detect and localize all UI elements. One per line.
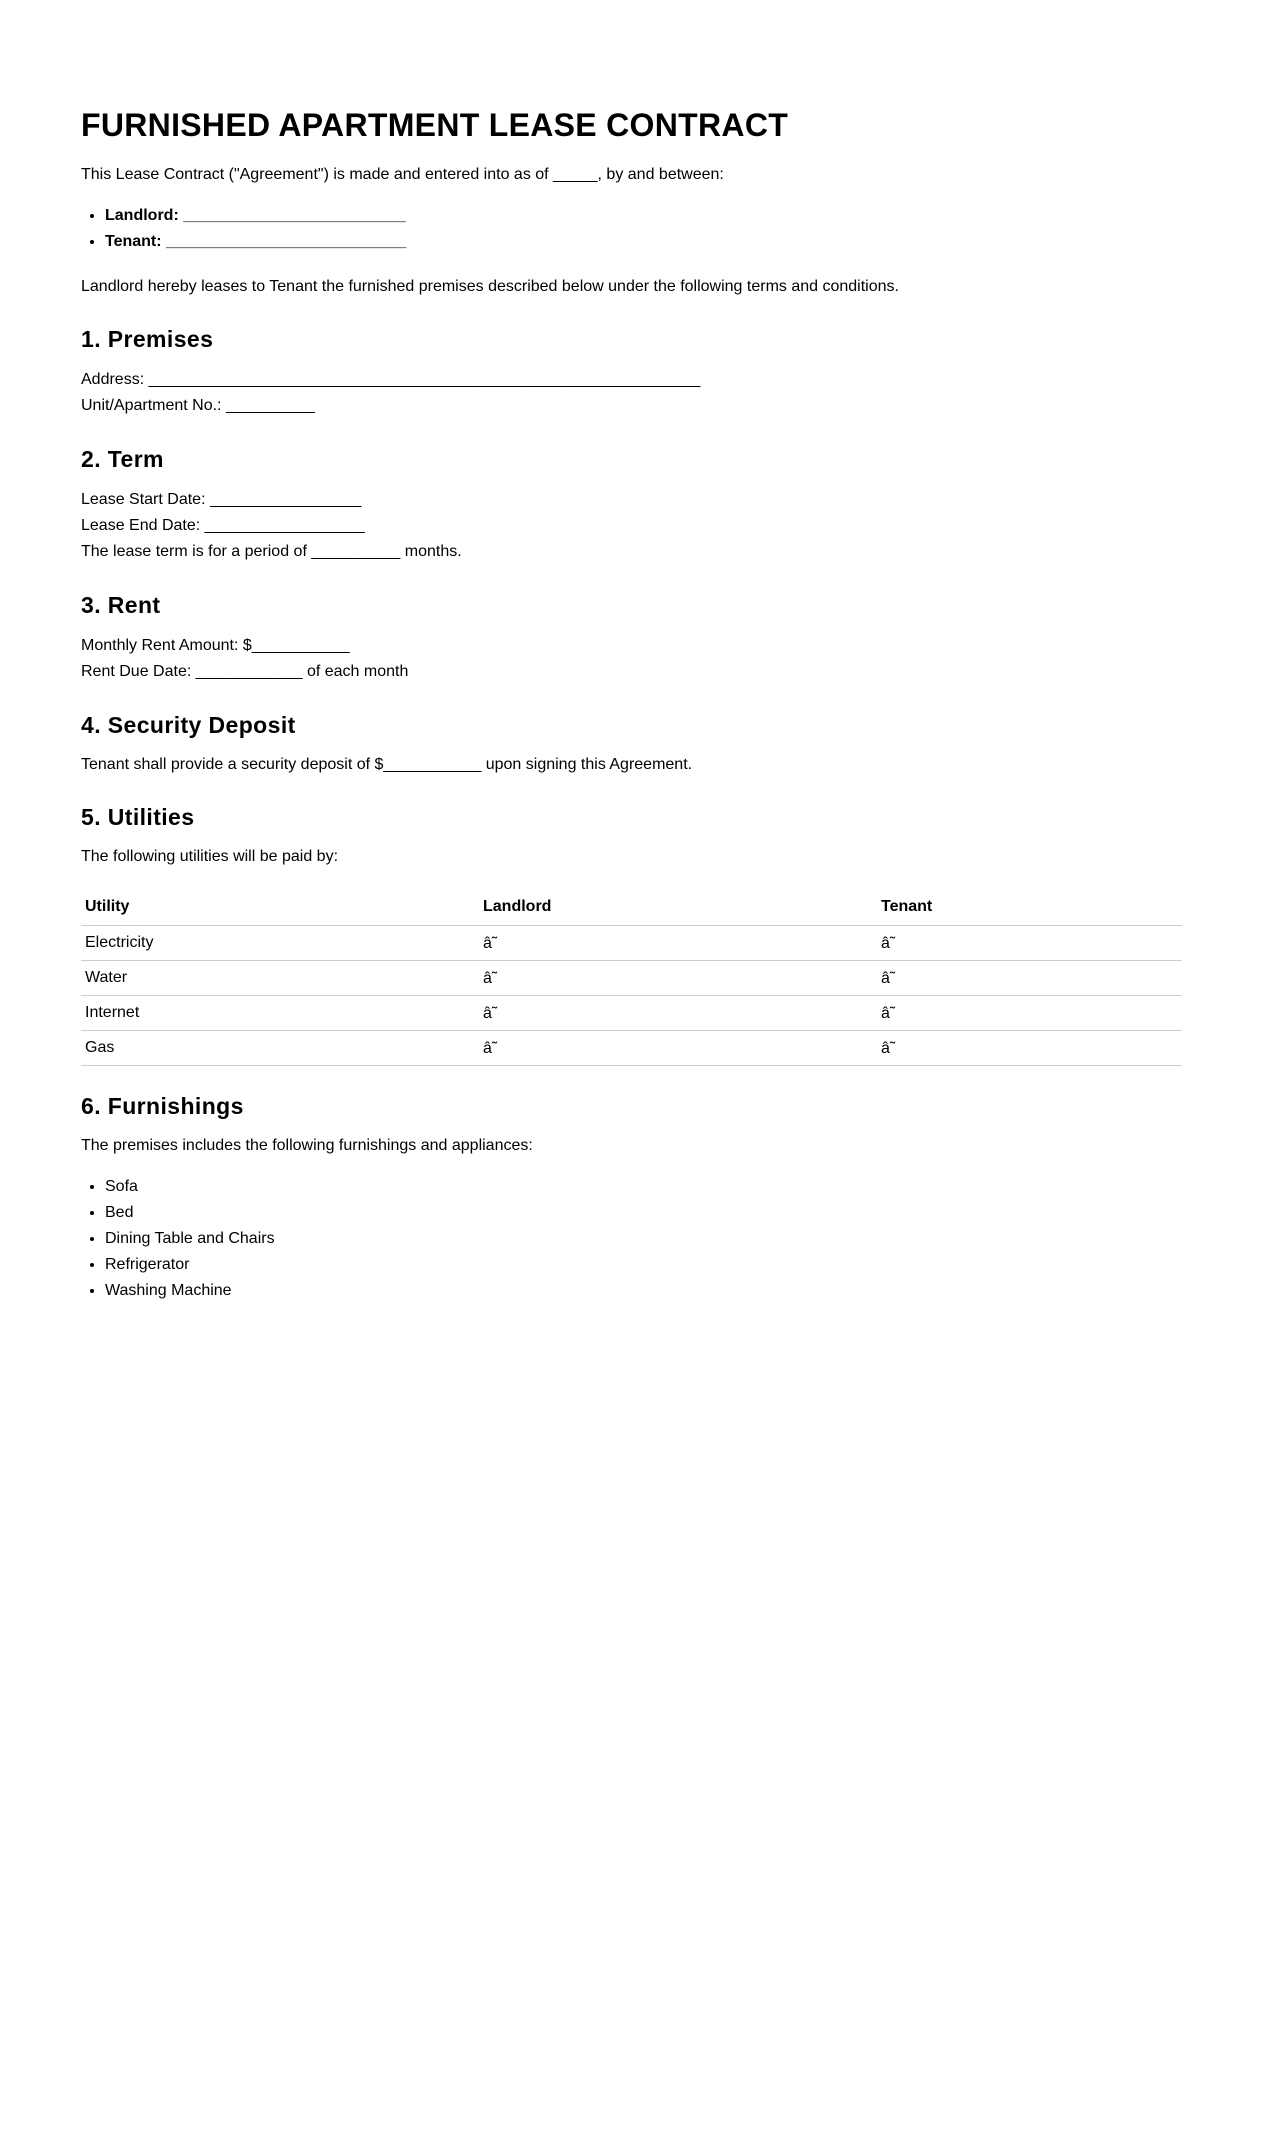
- party-blank: _________________________: [183, 207, 406, 224]
- list-item: • Dining Table and Chairs: [105, 1226, 1182, 1252]
- table-row: [81, 996, 1182, 1031]
- utilities-text: The following utilities will be paid by:: [81, 848, 339, 865]
- rent-amount-line: Monthly Rent Amount: $___________: [81, 637, 350, 654]
- party-tenant: [105, 229, 1182, 255]
- premises-fields: [81, 367, 1182, 419]
- furnishings-list: [81, 1174, 1182, 1304]
- utility-cell: Electricity: [81, 926, 479, 961]
- tenant-checkbox[interactable]: â˜: [877, 926, 1182, 961]
- section-heading-furnishings: 6. Furnishings: [81, 1093, 244, 1119]
- utility-cell: Gas: [81, 1031, 479, 1066]
- furnishings-text: The premises includes the following furnishings and appliances:: [81, 1137, 533, 1154]
- table-header-row: [81, 889, 1182, 926]
- landlord-checkbox[interactable]: â˜: [479, 996, 877, 1031]
- party-label: Tenant:: [105, 233, 162, 250]
- party-blank: ___________________________: [166, 233, 407, 250]
- list-item: • Refrigerator: [105, 1252, 1182, 1278]
- rent-fields: [81, 633, 1182, 685]
- tenant-checkbox[interactable]: â˜: [877, 961, 1182, 996]
- lease-start-line: Lease Start Date: _________________: [81, 491, 362, 508]
- utility-cell: Internet: [81, 996, 479, 1031]
- section-heading-utilities: 5. Utilities: [81, 804, 195, 830]
- lease-statement: Landlord hereby leases to Tenant the furnished premises described below under the following terms and conditions.: [81, 278, 899, 295]
- table-row: [81, 926, 1182, 961]
- section-heading-deposit: 4. Security Deposit: [81, 712, 296, 738]
- parties-list: [81, 203, 1182, 255]
- list-item: • Sofa: [105, 1174, 1182, 1200]
- list-item: • Bed: [105, 1200, 1182, 1226]
- section-heading-premises: 1. Premises: [81, 326, 214, 352]
- address-line: Address: ______________________________________________________________: [81, 371, 701, 388]
- table-row: [81, 1031, 1182, 1066]
- rent-due-line: Rent Due Date: ____________ of each month: [81, 663, 409, 680]
- utility-cell: Water: [81, 961, 479, 996]
- landlord-checkbox[interactable]: â˜: [479, 1031, 877, 1066]
- utilities-table: [81, 889, 1182, 1066]
- document-title: FURNISHED APARTMENT LEASE CONTRACT: [81, 107, 789, 143]
- landlord-checkbox[interactable]: â˜: [479, 961, 877, 996]
- lease-document: [81, 0, 1182, 1304]
- list-item: • Washing Machine: [105, 1278, 1182, 1304]
- landlord-checkbox[interactable]: â˜: [479, 926, 877, 961]
- column-header-tenant: Tenant: [877, 889, 1182, 926]
- tenant-checkbox[interactable]: â˜: [877, 1031, 1182, 1066]
- deposit-text: Tenant shall provide a security deposit of $___________ upon signing this Agreement.: [81, 756, 693, 773]
- unit-line: Unit/Apartment No.: __________: [81, 397, 315, 414]
- party-label: Landlord:: [105, 207, 179, 224]
- section-heading-term: 2. Term: [81, 446, 164, 472]
- section-heading-rent: 3. Rent: [81, 592, 161, 618]
- column-header-landlord: Landlord: [479, 889, 877, 926]
- column-header-utility: Utility: [81, 889, 479, 926]
- table-row: [81, 961, 1182, 996]
- party-landlord: [105, 203, 1182, 229]
- lease-period-line: The lease term is for a period of __________ months.: [81, 543, 462, 560]
- lease-end-line: Lease End Date: __________________: [81, 517, 365, 534]
- intro-paragraph: This Lease Contract ("Agreement") is made and entered into as of _____, by and between:: [81, 166, 724, 183]
- term-fields: [81, 487, 1182, 565]
- tenant-checkbox[interactable]: â˜: [877, 996, 1182, 1031]
